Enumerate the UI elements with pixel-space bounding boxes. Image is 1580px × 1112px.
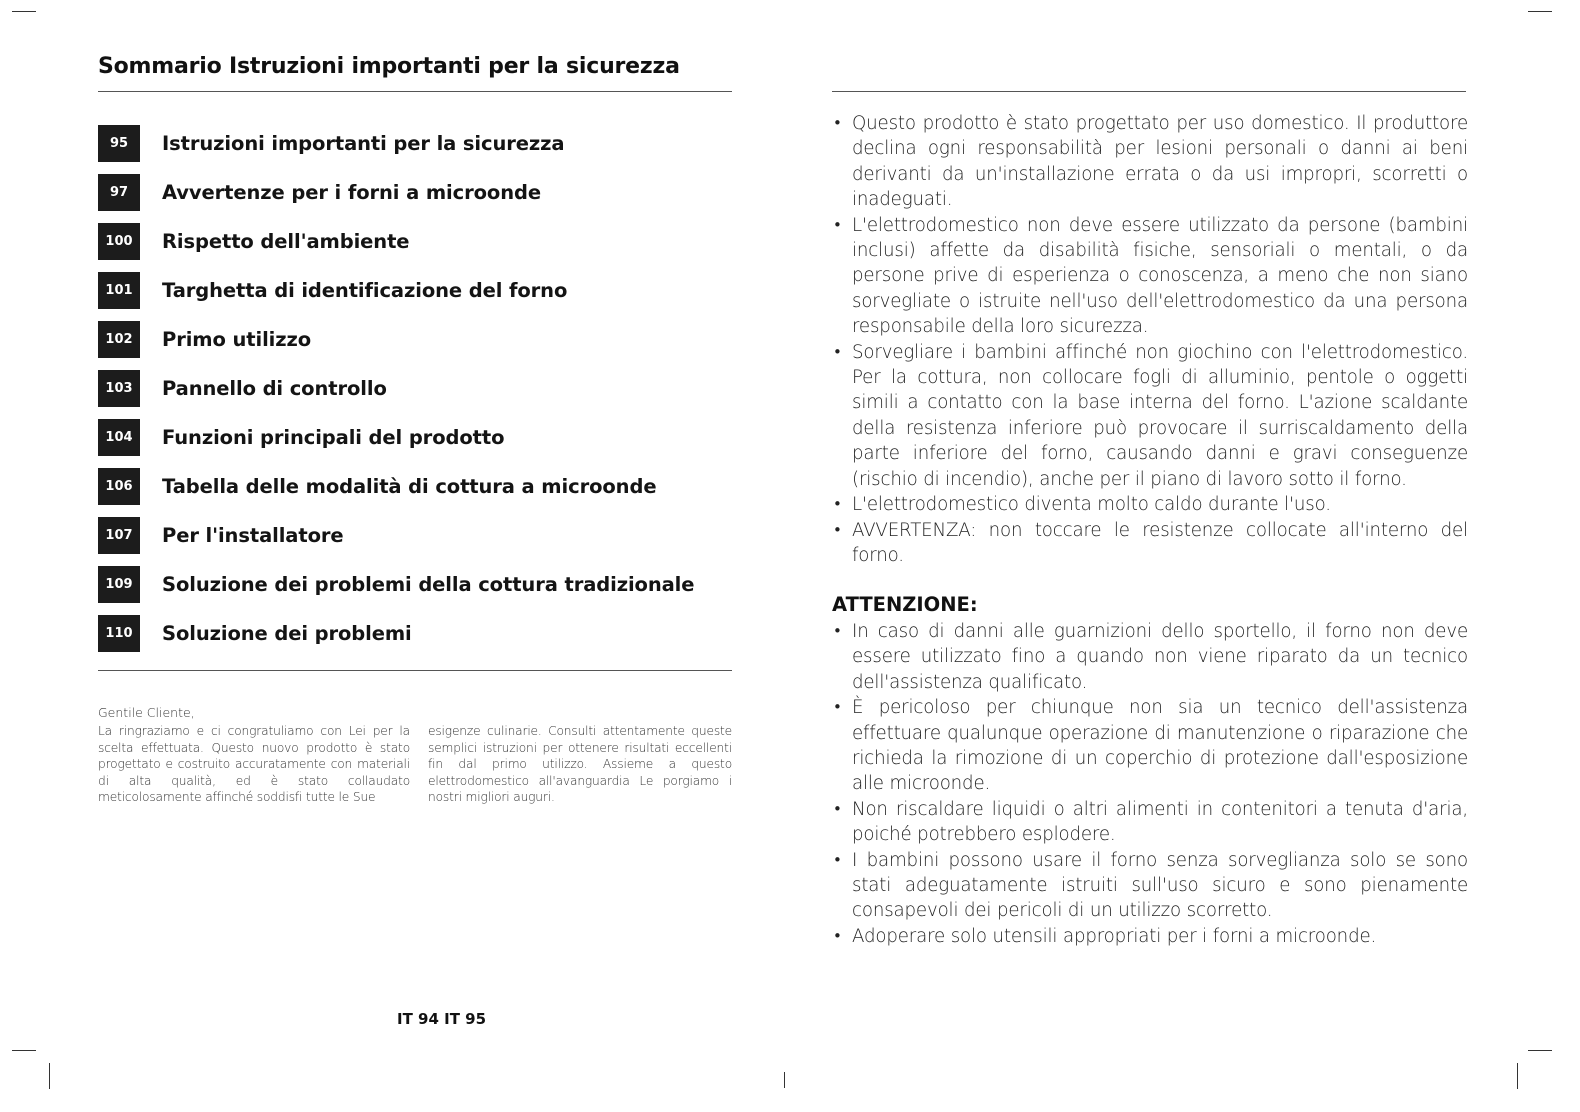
toc-page-number: 109 [98,566,140,603]
list-item: • Sorvegliare i bambini affinché non giochino con l'elettrodomestico. Per la cottura, non collocare fogli di alluminio, pentole o oggetti simili a contatto con la base interna del forno. L'azione scaldante della resistenza inferiore può provocare il surriscaldamento della parte inferiore del forno, causando danni e gravi conseguenze (rischio di incendio), anche per il piano di lavoro sotto il forno. [832,340,1468,492]
greeting: Gentile Cliente, [98,705,195,720]
toc-page-number: 101 [98,272,140,309]
crop-mark [12,1050,36,1051]
page-title: Sommario Istruzioni importanti per la sicurezza [98,54,680,79]
crop-mark [784,1072,785,1088]
intro-column-2: esigenze culinarie. Consulti attentamente queste semplici istruzioni per ottenere risultati eccellenti fin dal primo utilizzo. Assieme a questo elettrodomestico all'avanguardia Le porgiamo i nostri migliori auguri. [428,724,732,804]
toc-divider [98,670,732,671]
toc-item-label: Pannello di controllo [162,377,387,400]
toc-item[interactable] [98,266,694,315]
toc-item[interactable] [98,168,694,217]
toc-page-number: 107 [98,517,140,554]
toc-item-label: Rispetto dell'ambiente [162,230,410,253]
title-divider [98,91,732,92]
page-numbers: IT 94 IT 95 [397,1010,487,1028]
right-page-divider [832,91,1466,92]
toc-page-number: 103 [98,370,140,407]
toc-item[interactable] [98,364,694,413]
toc-page-number: 110 [98,615,140,652]
toc-item-label: Funzioni principali del prodotto [162,426,505,449]
safety-list [832,111,1468,568]
toc-page-number: 95 [98,125,140,162]
attention-heading: ATTENZIONE: [832,593,978,616]
crop-mark [1517,1063,1518,1089]
intro-column-1: La ringraziamo e ci congratuliamo con Lei per la scelta effettuata. Questo nuovo prodotto è stato progettato e costruito accuratamente con materiali di alta qualità, ed è stato collaudato meticolosamente affinché soddisfi tutte le Sue [98,724,410,804]
toc-item-label: Per l'installatore [162,524,344,547]
list-item: • Non riscaldare liquidi o altri alimenti in contenitori a tenuta d'aria, poiché potrebbero esplodere. [832,797,1468,848]
table-of-contents [98,119,694,658]
list-item: • È pericoloso per chiunque non sia un tecnico dell'assistenza effettuare qualunque operazione di manutenzione o riparazione che richieda la rimozione di un coperchio di protezione dall'esposizione alle microonde. [832,695,1468,797]
list-item: • Questo prodotto è stato progettato per uso domestico. Il produttore declina ogni responsabilità per lesioni personali o danni ai beni derivanti da un'installazione errata o da usi impropri, scorretti o inadeguati. [832,111,1468,213]
crop-mark [12,11,36,12]
toc-page-number: 100 [98,223,140,260]
crop-mark [1528,11,1552,12]
toc-item-label: Avvertenze per i forni a microonde [162,181,541,204]
list-item: • In caso di danni alle guarnizioni dello sportello, il forno non deve essere utilizzato fino a quando non viene riparato da un tecnico dell'assistenza qualificato. [832,619,1468,695]
toc-item[interactable] [98,217,694,266]
toc-page-number: 106 [98,468,140,505]
list-item: • Adoperare solo utensili appropriati per i forni a microonde. [832,924,1468,949]
attention-list [832,619,1468,949]
crop-mark [1528,1050,1552,1051]
list-item: • I bambini possono usare il forno senza sorveglianza solo se sono stati adeguatamente istruiti sull'uso sicuro e sono pienamente consapevoli dei pericoli di un utilizzo scorretto. [832,848,1468,924]
toc-item-label: Targhetta di identificazione del forno [162,279,568,302]
toc-item-label: Primo utilizzo [162,328,312,351]
toc-item-label: Tabella delle modalità di cottura a microonde [162,475,657,498]
toc-item[interactable] [98,119,694,168]
toc-item[interactable] [98,560,694,609]
toc-item-label: Soluzione dei problemi [162,622,412,645]
list-item: • L'elettrodomestico non deve essere utilizzato da persone (bambini inclusi) affette da disabilità fisiche, sensoriali o mentali, o da persone prive di esperienza o conoscenza, a meno che non siano sorvegliate o istruite nell'uso dell'elettrodomestico da una persona responsabile della loro sicurezza. [832,213,1468,340]
toc-page-number: 102 [98,321,140,358]
toc-item-label: Soluzione dei problemi della cottura tradizionale [162,573,695,596]
toc-page-number: 97 [98,174,140,211]
toc-item-label: Istruzioni importanti per la sicurezza [162,132,565,155]
crop-mark [49,1063,50,1089]
list-item: • AVVERTENZA: non toccare le resistenze collocate all'interno del forno. [832,518,1468,569]
toc-item[interactable] [98,609,694,658]
toc-page-number: 104 [98,419,140,456]
toc-item[interactable] [98,462,694,511]
list-item: • L'elettrodomestico diventa molto caldo durante l'uso. [832,492,1468,517]
toc-item[interactable] [98,511,694,560]
toc-item[interactable] [98,413,694,462]
toc-item[interactable] [98,315,694,364]
